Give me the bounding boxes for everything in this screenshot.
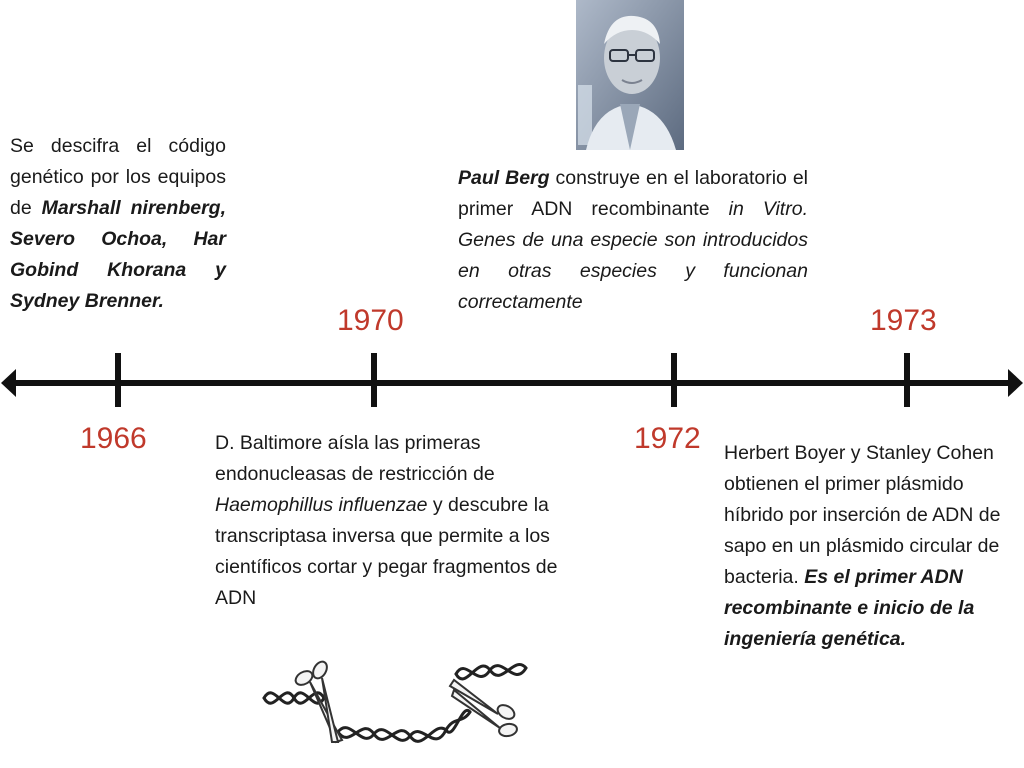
event-1966-text [10, 131, 226, 317]
event-1970-text [215, 428, 565, 614]
portrait-photo-icon [576, 0, 684, 150]
event-1970-plain: D. Baltimore aísla las primeras endonucleasas de restricción de [215, 432, 495, 485]
event-1972-scientist: Paul Berg [458, 167, 550, 189]
event-1972-italic: in Vitro. Genes de una especie son introducidos en otras especies y funcionan correctamente [458, 198, 808, 313]
year-1970: 1970 [337, 304, 404, 337]
event-1973-text [724, 438, 1020, 655]
event-1972-text [458, 163, 808, 318]
event-1970-plain-2: y descubre la transcriptasa inversa que permite a los científicos cortar y pegar fragmentos de ADN [215, 494, 558, 609]
event-1966-scientists: Marshall nirenberg, Severo Ochoa, Har Gobind Khorana y Sydney Brenner. [10, 197, 226, 312]
event-1966-plain: Se descifra el código genético por los equipos de [10, 135, 226, 219]
event-1973-conclusion: Es el primer ADN recombinante e inicio de la ingeniería genética. [724, 566, 975, 650]
arrow-right-icon [1008, 369, 1023, 397]
dna-scissors-icon [258, 650, 538, 758]
year-1972: 1972 [634, 422, 701, 455]
year-1966: 1966 [80, 422, 147, 455]
year-1973: 1973 [870, 304, 937, 337]
arrow-left-icon [1, 369, 16, 397]
event-1972-plain: construye en el laboratorio el primer ADN recombinante [458, 167, 808, 220]
event-1970-organism: Haemophillus influenzae [215, 494, 428, 516]
timeline-axis [0, 345, 1024, 415]
event-1973-plain: Herbert Boyer y Stanley Cohen obtienen el primer plásmido híbrido por inserción de ADN de sapo en un plásmido circular de bacteria. [724, 442, 1001, 588]
